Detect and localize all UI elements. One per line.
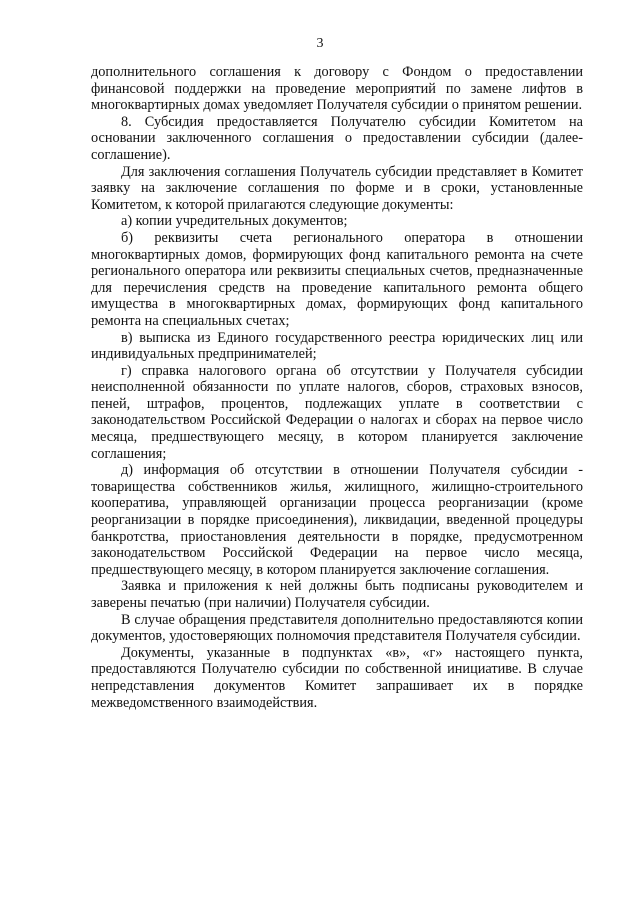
page-number: 3	[316, 36, 324, 51]
paragraph: В случае обращения представителя дополнительно предоставляются копии документов, удостоверяющих полномочия представителя Получателя субсидии.	[91, 611, 583, 645]
paragraph: дополнительного соглашения к договору с Фондом о предоставлении финансовой поддержки на проведение мероприятий по замене лифтов в многоквартирных домах уведомляет Получателя субсидии о принятом решении.	[91, 64, 583, 114]
paragraph: г) справка налогового органа об отсутствии у Получателя субсидии неисполненной обязанности по уплате налогов, сборов, страховых взносов, пеней, штрафов, процентов, подлежащих уплате в соответствии с законодательством Российской Федерации о налогах и сборах на первое число месяца, предшествующего месяцу, в котором планируется заключение соглашения;	[91, 362, 583, 462]
document-body	[91, 64, 583, 711]
paragraph: Заявка и приложения к ней должны быть подписаны руководителем и заверены печатью (при наличии) Получателя субсидии.	[91, 578, 583, 611]
paragraph: в) выписка из Единого государственного реестра юридических лиц или индивидуальных предпринимателей;	[91, 329, 583, 363]
paragraph: 8. Субсидия предоставляется Получателю субсидии Комитетом на основании заключенного соглашения о предоставлении субсидии (далее- соглашение).	[91, 113, 583, 163]
paragraph: Документы, указанные в подпунктах «в», «г» настоящего пункта, предоставляются Получателю субсидии по собственной инициативе. В случае непредставления документов Комитет запрашивает их в порядке межведомственного взаимодействия.	[91, 644, 583, 711]
paragraph: Для заключения соглашения Получатель субсидии представляет в Комитет заявку на заключение соглашения по форме и в сроки, установленные Комитетом, к которой прилагаются следующие документы:	[91, 163, 583, 213]
paragraph: д) информация об отсутствии в отношении Получателя субсидии - товарищества собственников жилья, жилищного, жилищно-строительного кооператива, управляющей организации процесса реорганизации (кроме реорганизации в порядке присоединения), ликвидации, введенной процедуры банкротства, приостановления деятельности в порядке, предусмотренном законодательством Российской Федерации на первое число месяца, предшествующего месяцу, в котором планируется заключение соглашения.	[91, 462, 583, 578]
paragraph: б) реквизиты счета регионального оператора в отношении многоквартирных домов, формирующих фонд капитального ремонта на счете регионального оператора или реквизиты специальных счетов, предназначенные для перечисления средств на проведение капитального ремонта общего имущества в многоквартирных домах, формирующих фонд капитального ремонта на специальных счетах;	[91, 229, 583, 329]
paragraph: а) копии учредительных документов;	[121, 213, 348, 230]
